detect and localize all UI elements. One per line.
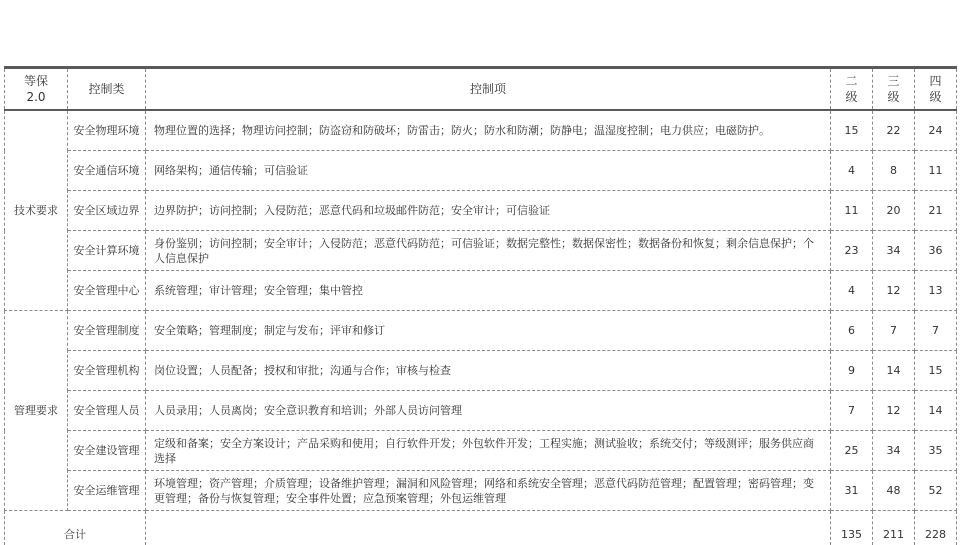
- group-tech-requirements: 技术要求: [5, 110, 68, 311]
- grade-3-cell: 48: [873, 471, 915, 511]
- grade-2-cell: 15: [831, 110, 873, 151]
- control-items-cell: 物理位置的选择；物理访问控制；防盗窃和防破坏；防雷击；防火；防水和防潮；防静电；温湿度控制；电力供应；电磁防护。: [146, 110, 831, 151]
- control-items-cell: 人员录用；人员离岗；安全意识教育和培训；外部人员访问管理: [146, 391, 831, 431]
- header-level-label: 等保 2.0: [24, 74, 48, 104]
- table-row: [5, 431, 957, 471]
- grade-2-cell: 31: [831, 471, 873, 511]
- total-grade-3: 211: [875, 527, 912, 542]
- grade-4-cell: 7: [915, 311, 957, 351]
- table-row: [5, 471, 957, 511]
- control-class-cell: 安全物理环境: [68, 110, 146, 151]
- total-grade-4: 228: [917, 527, 954, 542]
- total-label: 合计: [9, 527, 141, 542]
- grade-4-cell: 15: [915, 351, 957, 391]
- total-grade-2: 135: [833, 527, 870, 542]
- control-items-cell: 网络架构；通信传输；可信验证: [146, 151, 831, 191]
- grade-3-cell: 20: [873, 191, 915, 231]
- grade-2-cell: 6: [831, 311, 873, 351]
- control-class-cell: 安全管理人员: [68, 391, 146, 431]
- grade-2-cell: 25: [831, 431, 873, 471]
- grade-4-cell: 24: [915, 110, 957, 151]
- control-items-cell: 身份鉴别；访问控制；安全审计；入侵防范；恶意代码防范；可信验证；数据完整性；数据保密性；数据备份和恢复；剩余信息保护；个人信息保护: [146, 231, 831, 271]
- control-items-cell: 系统管理；审计管理；安全管理；集中管控: [146, 271, 831, 311]
- grade-2-cell: 11: [831, 191, 873, 231]
- control-class-cell: 安全区域边界: [68, 191, 146, 231]
- grade-3-cell: 14: [873, 351, 915, 391]
- header-grade-2-label: 二 级: [845, 74, 857, 104]
- control-items-cell: 定级和备案；安全方案设计；产品采购和使用；自行软件开发；外包软件开发；工程实施；测试验收；系统交付；等级测评；服务供应商选择: [146, 431, 831, 471]
- table-row: [5, 151, 957, 191]
- control-items-cell: 环境管理；资产管理；介质管理；设备维护管理；漏洞和风险管理；网络和系统安全管理；恶意代码防范管理；配置管理；密码管理；变更管理；备份与恢复管理；安全事件处置；应急预案管理；外包运维管理: [146, 471, 831, 511]
- control-class-cell: 安全通信环境: [68, 151, 146, 191]
- grade-4-cell: 11: [915, 151, 957, 191]
- grade-2-cell: 23: [831, 231, 873, 271]
- grade-4-cell: 35: [915, 431, 957, 471]
- header-grade-4-label: 四 级: [929, 74, 941, 104]
- grade-4-cell: 14: [915, 391, 957, 431]
- control-items-cell: 岗位设置；人员配备；授权和审批；沟通与合作；审核与检查: [146, 351, 831, 391]
- grade-2-cell: 9: [831, 351, 873, 391]
- table-row: [5, 231, 957, 271]
- requirements-table-container: [4, 66, 956, 545]
- grade-2-cell: 4: [831, 151, 873, 191]
- control-class-cell: 安全管理中心: [68, 271, 146, 311]
- header-control-items: 控制项: [146, 68, 831, 111]
- header-grade-2: [831, 68, 873, 111]
- table-row: [5, 311, 957, 351]
- group-mgmt-requirements: 管理要求: [5, 311, 68, 511]
- header-control-class: 控制类: [68, 68, 146, 111]
- table-header-row: [5, 68, 957, 111]
- grade-3-cell: 34: [873, 231, 915, 271]
- grade-4-cell: 36: [915, 231, 957, 271]
- grade-3-cell: 7: [873, 311, 915, 351]
- table-row: [5, 391, 957, 431]
- header-grade-4: [915, 68, 957, 111]
- grade-4-cell: 21: [915, 191, 957, 231]
- requirements-table: [4, 66, 957, 545]
- table-row: [5, 271, 957, 311]
- control-class-cell: 安全运维管理: [68, 471, 146, 511]
- grade-4-cell: 13: [915, 271, 957, 311]
- grade-3-cell: 22: [873, 110, 915, 151]
- header-grade-3-label: 三 级: [887, 74, 899, 104]
- header-level: [5, 68, 68, 111]
- grade-3-cell: 12: [873, 271, 915, 311]
- control-items-cell: 安全策略；管理制度；制定与发布；评审和修订: [146, 311, 831, 351]
- grade-2-cell: 7: [831, 391, 873, 431]
- control-class-cell: 安全管理制度: [68, 311, 146, 351]
- control-class-cell: 安全管理机构: [68, 351, 146, 391]
- control-class-cell: 安全计算环境: [68, 231, 146, 271]
- grade-3-cell: 8: [873, 151, 915, 191]
- control-items-cell: 边界防护；访问控制；入侵防范；恶意代码和垃圾邮件防范；安全审计；可信验证: [146, 191, 831, 231]
- table-row: [5, 191, 957, 231]
- grade-4-cell: 52: [915, 471, 957, 511]
- grade-3-cell: 34: [873, 431, 915, 471]
- table-row: [5, 110, 957, 151]
- control-class-cell: 安全建设管理: [68, 431, 146, 471]
- grade-3-cell: 12: [873, 391, 915, 431]
- table-row: [5, 351, 957, 391]
- header-grade-3: [873, 68, 915, 111]
- grade-2-cell: 4: [831, 271, 873, 311]
